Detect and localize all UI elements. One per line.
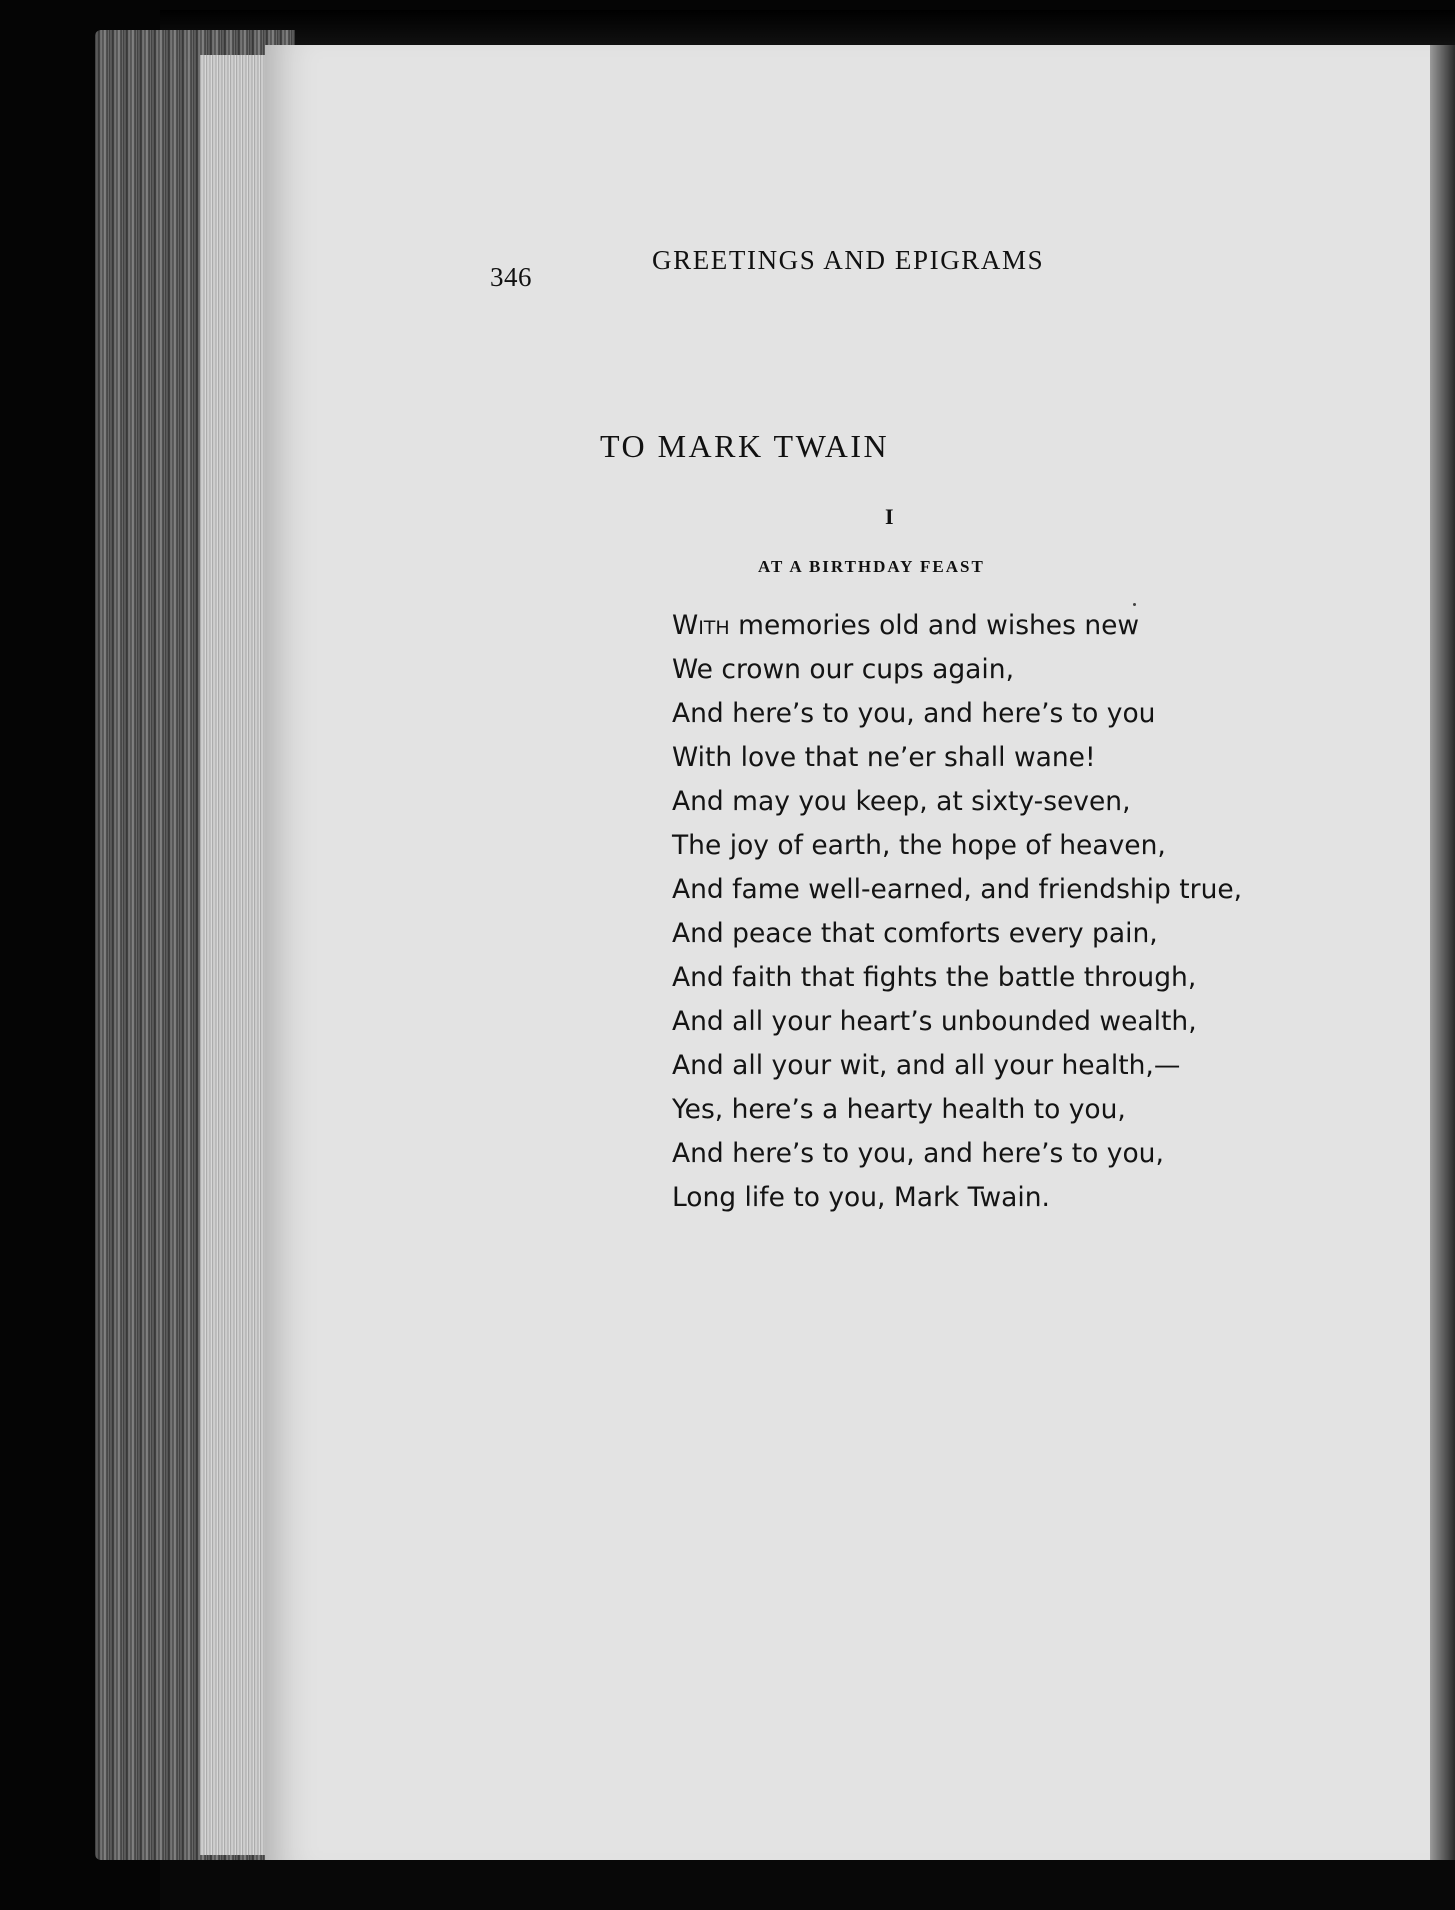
poem-line: With love that ne’er shall wane!	[672, 742, 1096, 773]
poem-title: TO MARK TWAIN	[600, 428, 890, 464]
running-head-title: GREETINGS AND EPIGRAMS	[652, 245, 1045, 275]
poem-line: The joy of earth, the hope of heaven,	[672, 830, 1166, 861]
section-subtitle: AT A BIRTHDAY FEAST	[758, 557, 985, 576]
running-head	[490, 242, 1190, 292]
poem-line: And fame well-earned, and friendship true,	[672, 874, 1243, 905]
section-numeral: I	[885, 504, 894, 529]
poem-line: And faith that fights the battle through,	[672, 962, 1197, 993]
page-number: 346	[490, 262, 532, 292]
poem-line: And here’s to you, and here’s to you	[672, 698, 1156, 729]
poem-first-word: With	[672, 610, 730, 641]
poem-line: And may you keep, at sixty-seven,	[672, 786, 1131, 817]
poem-line: Yes, here’s a hearty health to you,	[672, 1094, 1126, 1125]
poem-body	[672, 604, 1392, 1220]
poem-line: And peace that comforts every pain,	[672, 918, 1158, 949]
poem-line: Long life to you, Mark Twain.	[672, 1182, 1050, 1213]
bottom-shadow	[160, 1860, 1455, 1910]
poem-line-1	[672, 604, 1392, 648]
poem-line: And here’s to you, and here’s to you,	[672, 1138, 1164, 1169]
poem-first-line-rest: memories old and wishes new	[729, 610, 1140, 641]
right-page-edge	[1430, 45, 1455, 1865]
poem-line: And all your wit, and all your health,—	[672, 1050, 1181, 1081]
poem-line: We crown our cups again,	[672, 654, 1014, 685]
poem-line: And all your heart’s unbounded wealth,	[672, 1006, 1197, 1037]
